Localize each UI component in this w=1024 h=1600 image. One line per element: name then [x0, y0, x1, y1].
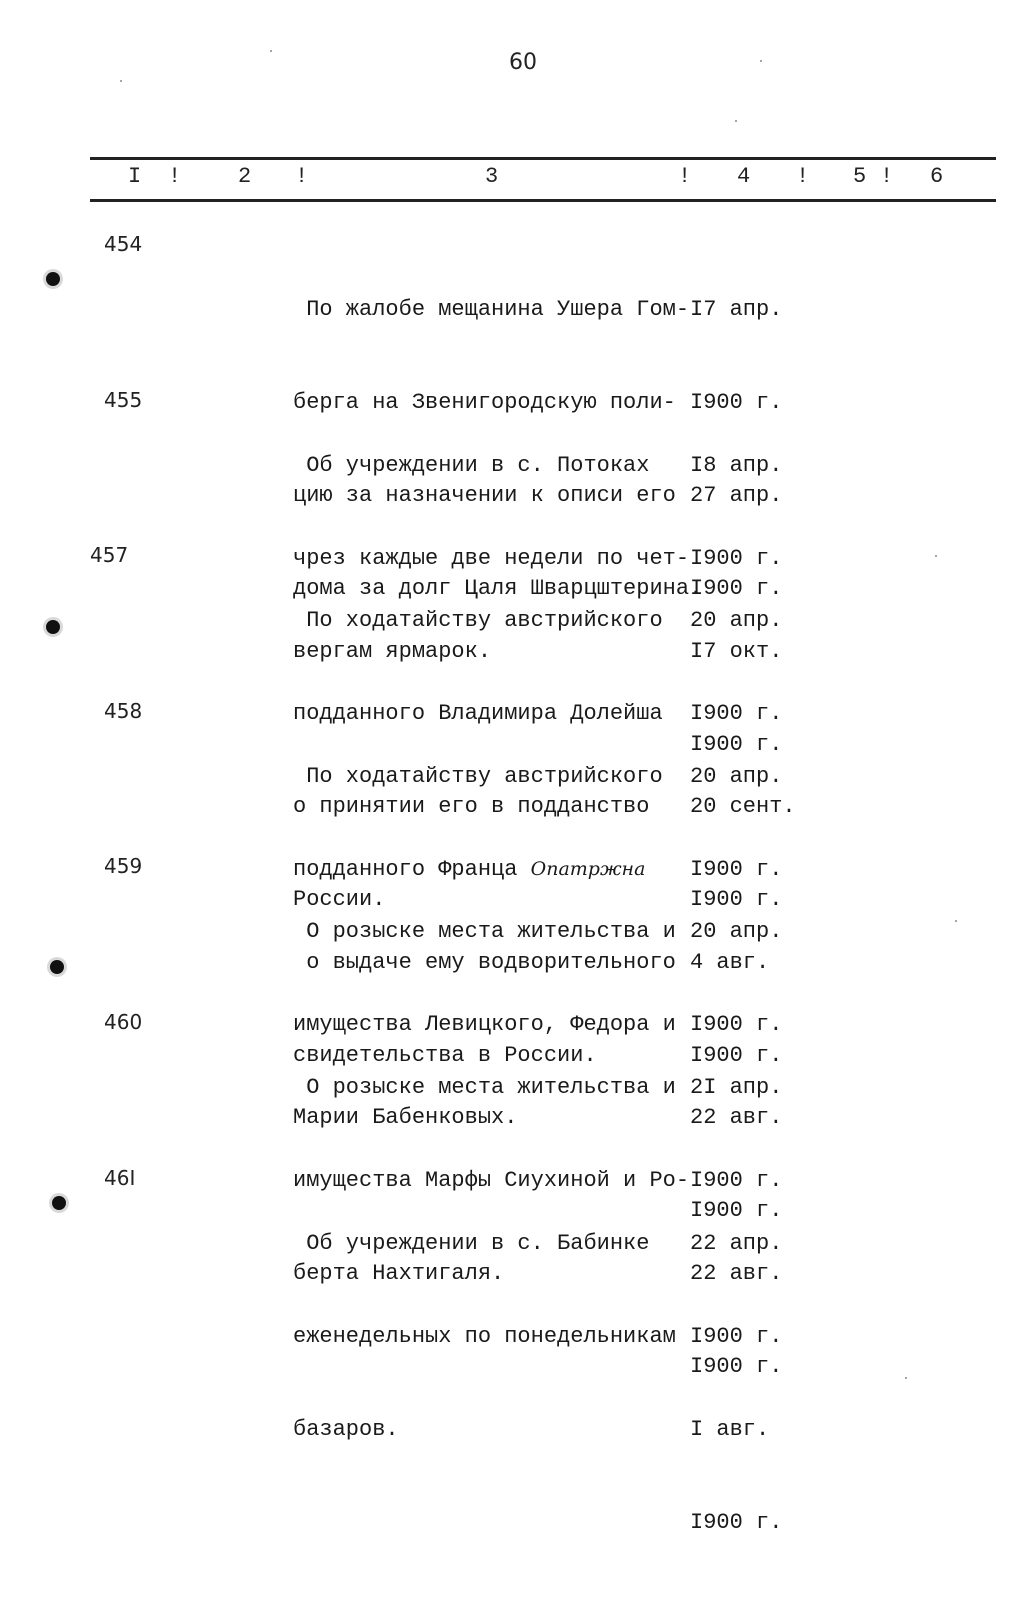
record-description: По жалобе мещанина Ушера Гом- берга на Звенигородскую поли- цию за назначении к описи его дома за долг Цаля Шварцштерина.	[293, 297, 703, 601]
column-separator: !	[796, 164, 810, 189]
record-dates: 2I апр. I900 г. 22 авг. I900 г.	[690, 1075, 783, 1379]
scan-speck	[760, 60, 762, 62]
scan-speck	[270, 50, 272, 52]
record-description: По ходатайству австрийского подданного Франца Опатржна о выдаче ему водворительного свидетельства в России.	[293, 764, 676, 1068]
binder-hole-icon	[46, 272, 60, 286]
column-separator: !	[168, 164, 182, 189]
record-number: 458	[104, 699, 143, 723]
record-description: О розыске места жительства и имущества Марфы Сиухиной и Ро- берта Нахтигаля.	[293, 1075, 690, 1286]
column-header-3: 3	[485, 164, 499, 189]
scan-speck	[735, 120, 737, 122]
column-header-6: 6	[930, 164, 944, 189]
binder-hole-icon	[50, 960, 64, 974]
page-number: 60	[509, 50, 537, 75]
record-description: По ходатайству австрийского подданного Владимира Долейша о принятии его в подданство России.	[293, 608, 663, 912]
record-number: 455	[104, 388, 143, 412]
record-dates: 20 апр. I900 г. 4 авг. I900 г.	[690, 764, 783, 1068]
record-dates: 20 апр. I900 г. 22 авг. I900 г.	[690, 919, 783, 1223]
column-header-4: 4	[737, 164, 751, 189]
handwritten-surname: Опатржна	[530, 858, 646, 880]
column-header-2: 2	[238, 164, 252, 189]
column-separator: !	[295, 164, 309, 189]
scan-speck	[935, 555, 937, 557]
record-description: Об учреждении в с. Бабинке еженедельных по понедельникам базаров.	[293, 1231, 676, 1442]
record-dates: I7 апр. I900 г. 27 апр. I900 г.	[690, 297, 783, 601]
scan-speck	[955, 920, 957, 922]
record-dates: 22 апр. I900 г. I авг. I900 г.	[690, 1231, 783, 1535]
record-number: 460	[104, 1010, 143, 1034]
table-header-top-rule	[90, 157, 996, 160]
column-separator: !	[678, 164, 692, 189]
record-description: Об учреждении в с. Потоках чрез каждые две недели по чет- вергам ярмарок.	[293, 453, 690, 664]
record-dates: I8 апр. I900 г. I7 окт. I900 г.	[690, 453, 783, 757]
binder-hole-icon	[46, 620, 60, 634]
column-header-1: I	[128, 164, 142, 189]
record-dates: 20 апр. I900 г. 20 сент. I900 г.	[690, 608, 796, 912]
record-description: О розыске места жительства и имущества Левицкого, Федора и Марии Бабенковых.	[293, 919, 676, 1130]
record-number: 46I	[104, 1166, 136, 1190]
scan-speck	[120, 80, 122, 82]
binder-hole-icon	[52, 1196, 66, 1210]
record-number: 454	[104, 232, 143, 256]
column-header-5: 5	[853, 164, 867, 189]
column-separator: !	[880, 164, 894, 189]
record-number: 459	[104, 854, 143, 878]
scan-speck	[905, 1377, 907, 1379]
table-header-bottom-rule	[90, 199, 996, 202]
record-number: 457	[90, 543, 129, 567]
table-header	[90, 164, 996, 194]
